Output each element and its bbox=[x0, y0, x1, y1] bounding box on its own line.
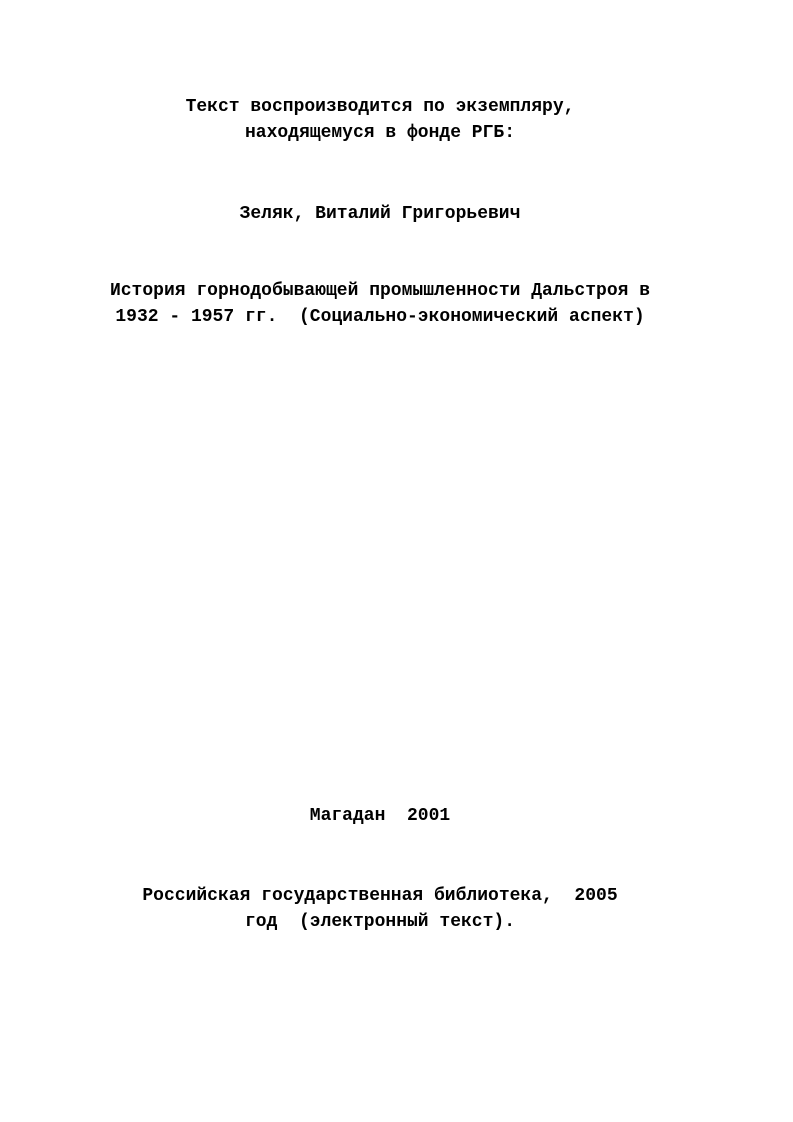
author-name: Зеляк, Виталий Григорьевич bbox=[239, 204, 521, 224]
footer-line-1: Российская государственная библиотека, 2005 bbox=[142, 886, 618, 906]
notice-line-2: находящемуся в фонде РГБ: bbox=[244, 123, 516, 143]
notice-line-1: Текст воспроизводится по экземпляру, bbox=[185, 97, 575, 117]
footer-line-2: год (электронный текст). bbox=[244, 912, 516, 932]
imprint-place-year: Магадан 2001 bbox=[309, 806, 451, 826]
work-title-line-2: 1932 - 1957 гг. (Социально-экономический аспект) bbox=[115, 307, 645, 327]
work-title-line-1: История горнодобывающей промышленности Дальстроя в bbox=[109, 281, 651, 301]
